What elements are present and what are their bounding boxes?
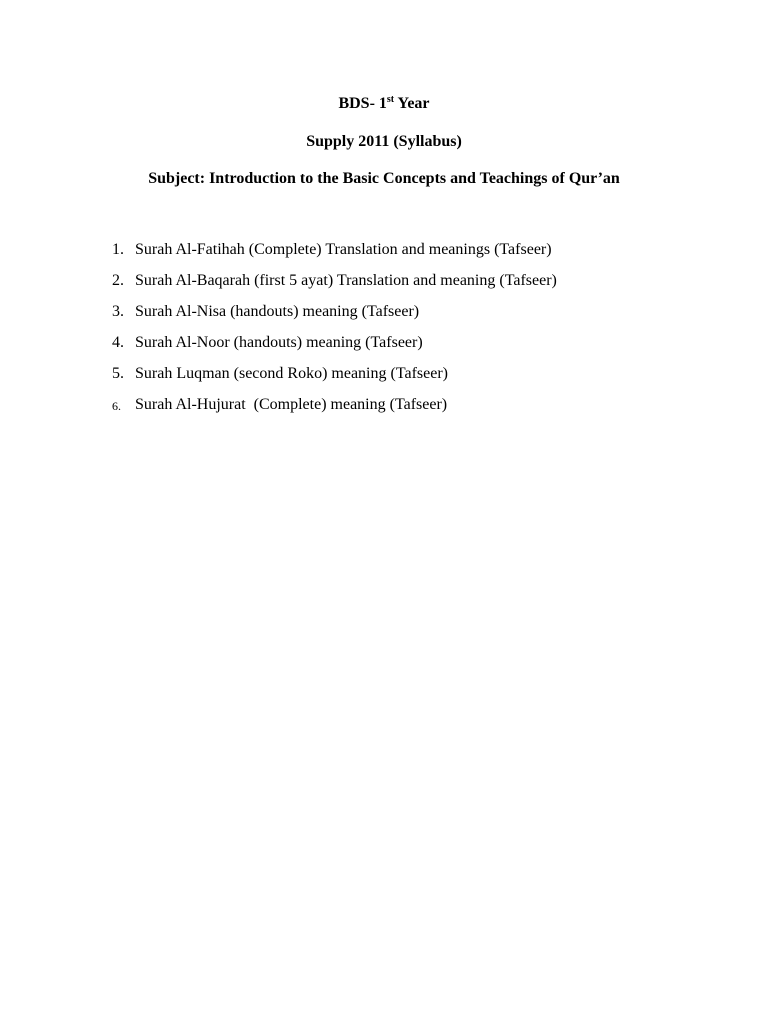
list-item — [112, 240, 552, 271]
list-item-number: 4. — [112, 334, 124, 351]
list-item-number: 6. — [112, 399, 121, 413]
list-item-text: Surah Luqman (second Roko) meaning (Tafseer) — [135, 365, 448, 382]
list-item — [112, 271, 557, 302]
list-item-text: Surah Al-Fatihah (Complete) Translation and meanings (Tafseer) — [135, 241, 552, 258]
year-heading-prefix: BDS- 1 — [338, 95, 387, 112]
supply-heading: Supply 2011 (Syllabus) — [306, 133, 462, 150]
year-heading-superscript: st — [386, 94, 395, 105]
list-item-number: 2. — [112, 272, 124, 289]
list-item-text: Surah Al-Nisa (handouts) meaning (Tafseer) — [135, 303, 420, 320]
list-item-text: Surah Al-Baqarah (first 5 ayat) Translation and meaning (Tafseer) — [135, 272, 557, 289]
year-heading-suffix: Year — [394, 95, 430, 112]
list-item — [112, 364, 448, 395]
subject-heading: Subject: Introduction to the Basic Concepts and Teachings of Qur’an — [148, 170, 620, 187]
list-item-text: Surah Al-Noor (handouts) meaning (Tafseer) — [135, 334, 423, 351]
list-item — [112, 333, 423, 364]
list-item-number: 1. — [112, 241, 124, 258]
list-item — [112, 395, 448, 426]
list-item-number: 5. — [112, 365, 124, 382]
list-item-text: Surah Al-Hujurat (Complete) meaning (Tafseer) — [135, 396, 448, 413]
list-item — [112, 302, 420, 333]
syllabus-list — [112, 240, 557, 426]
list-item-number: 3. — [112, 303, 124, 320]
year-heading — [0, 94, 768, 114]
